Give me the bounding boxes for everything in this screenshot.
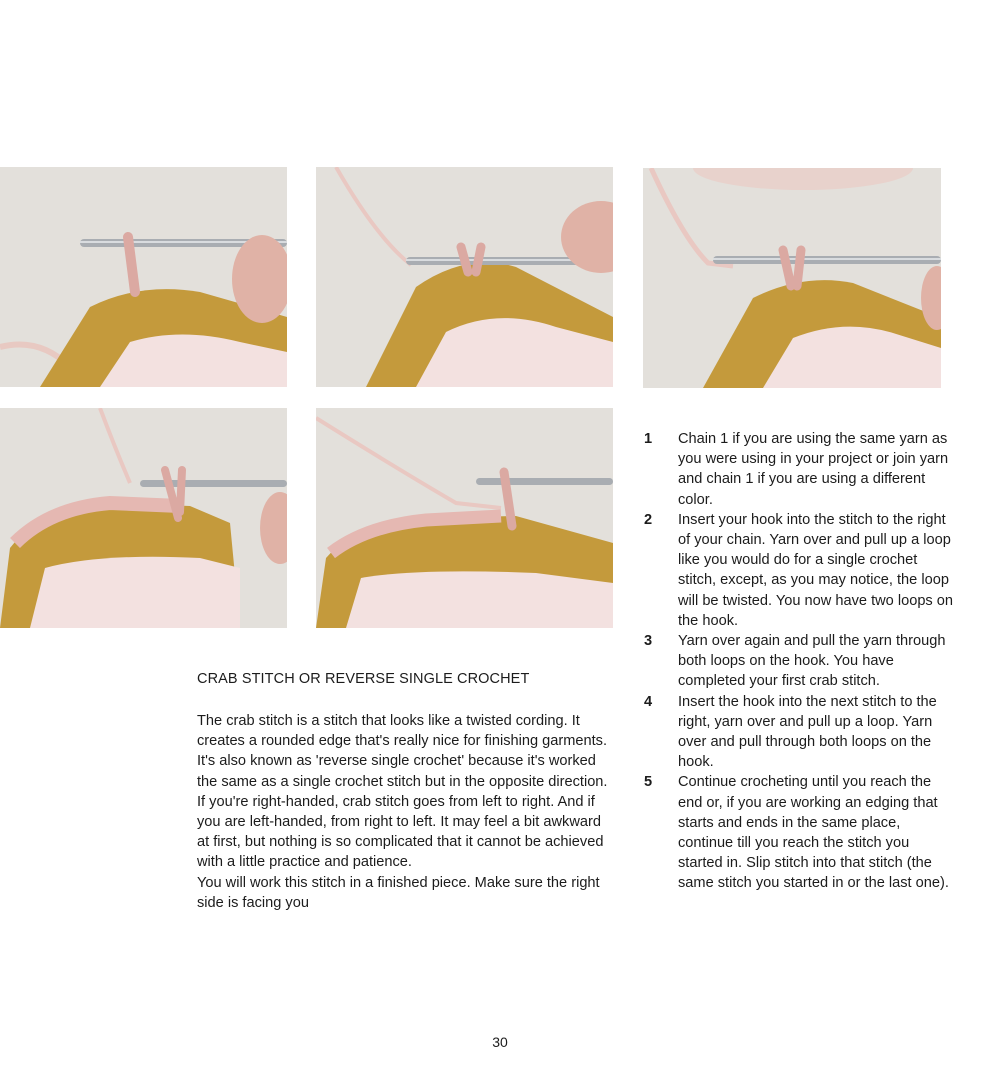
step-number: 3: [644, 633, 653, 650]
page-number: 30: [492, 1034, 508, 1050]
body-paragraph: The crab stitch is a stitch that looks like a twisted cording. It creates a rounded edge that's really nice for finishing garments.: [197, 713, 608, 750]
body-paragraph: It's also known as 'reverse single crochet' because it's worked the same as a single crochet stitch but in the opposite direction. If you're right-handed, crab stitch goes from left to right. And if you are left-handed, from right to left. It may feel a bit awkward at first, but nothing is so complicated that it cannot be achieved with a little practice and patience.: [197, 753, 608, 871]
crochet-photo-illustration: [0, 408, 287, 628]
step-list: [644, 429, 954, 894]
step-item: [644, 510, 954, 631]
step-item: [644, 772, 954, 893]
photo-step-4: [0, 408, 287, 628]
step-text: Chain 1 if you are using the same yarn as you were using in your project or join yarn and chain 1 if you are using a different color.: [678, 431, 949, 508]
photo-step-3: [643, 168, 941, 388]
step-item: [644, 631, 954, 692]
step-text: Insert your hook into the stitch to the right of your chain. Yarn over and pull up a loop like you would do for a single crochet stitch, except, as you may notice, the loop will be twisted. You now have two loops on the hook.: [678, 511, 954, 629]
step-number: 5: [644, 774, 653, 791]
photo-step-2: [316, 167, 613, 387]
section-heading: CRAB STITCH OR REVERSE SINGLE CROCHET: [197, 671, 530, 687]
step-number: 4: [644, 693, 653, 710]
body-paragraph: You will work this stitch in a finished piece. Make sure the right side is facing you: [197, 874, 600, 911]
crochet-photo-illustration: [643, 168, 941, 388]
section-body: [197, 711, 617, 913]
step-text: Yarn over again and pull the yarn through both loops on the hook. You have completed your first crab stitch.: [678, 633, 946, 690]
step-text: Continue crocheting until you reach the end or, if you are working an edging that starts and ends in the same place, continue till you reach the stitch you started in. Slip stitch into that stitch (the same stitch you started in or the last one).: [678, 774, 949, 892]
photo-step-5: [316, 408, 613, 628]
photo-step-1: [0, 167, 287, 387]
step-number: 1: [644, 431, 653, 447]
step-text: Insert the hook into the next stitch to the right, yarn over and pull up a loop. Yarn over and pull through both loops on the hook.: [678, 693, 937, 771]
step-number: 2: [644, 511, 653, 528]
step-item: [644, 692, 954, 773]
crochet-photo-illustration: [316, 167, 613, 387]
crochet-photo-illustration: [316, 408, 613, 628]
crochet-photo-illustration: [0, 167, 287, 387]
step-item: [644, 429, 954, 510]
